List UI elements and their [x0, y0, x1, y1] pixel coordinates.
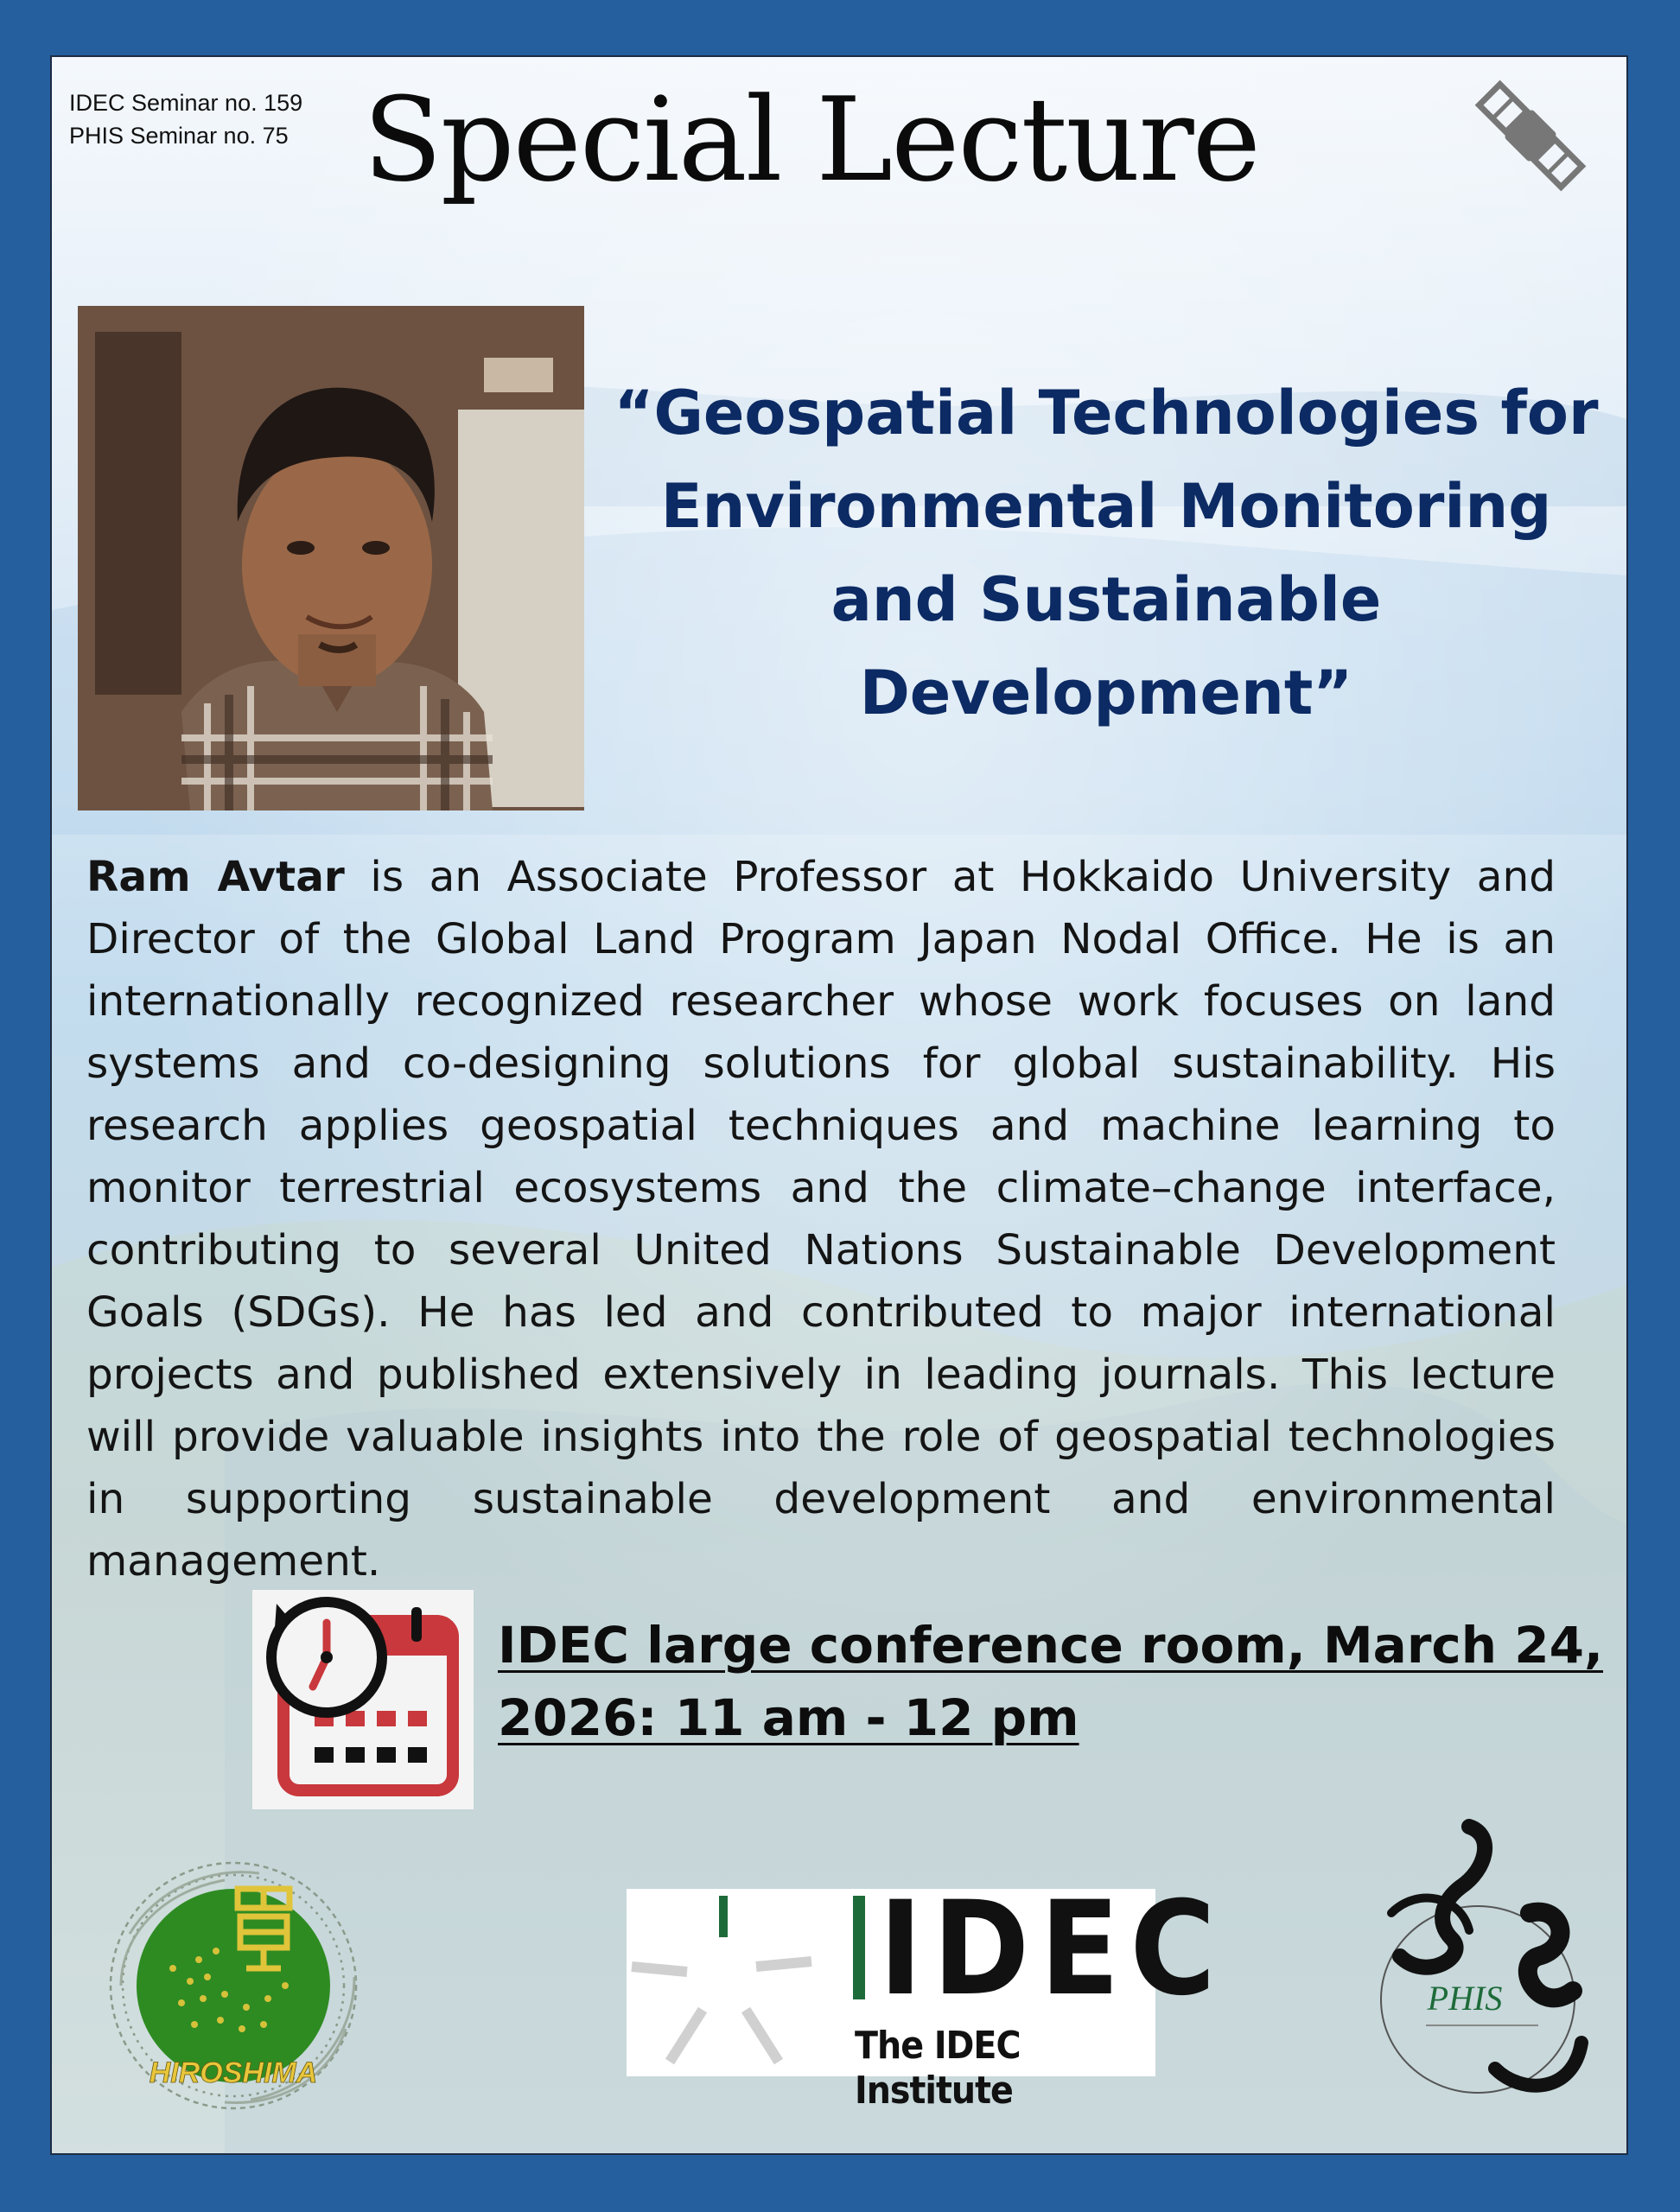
satellite-icon: [1466, 71, 1595, 200]
idec-institute-logo: [627, 1874, 1226, 2113]
calendar-clock-icon: [252, 1590, 474, 1809]
speaker-photo: [78, 306, 584, 810]
idec-wordmark: IDEC: [879, 1874, 1226, 2024]
speaker-name: Ram Avtar: [86, 853, 345, 901]
hiroshima-university-logo: [95, 1856, 372, 2115]
idec-green-bar: [853, 1896, 865, 1999]
poster-frame: [50, 55, 1628, 2155]
idec-seminar-number: IDEC Seminar no. 159: [69, 90, 303, 116]
phis-seminar-number: PHIS Seminar no. 75: [69, 123, 289, 149]
hiroshima-logo-text: HIROSHIMA: [149, 2056, 318, 2089]
phis-logo-text: PHIS: [1427, 1979, 1503, 2018]
talk-title: “Geospatial Technologies for Environmental Monitoring and Sustainable Development”: [614, 378, 1599, 728]
phis-logo: [1365, 1809, 1616, 2120]
page-title: Special Lecture: [363, 73, 1259, 207]
event-venue-time: IDEC large conference room, March 24, 2026: 11 am - 12 pm: [498, 1616, 1604, 1747]
speaker-bio-text: is an Associate Professor at Hokkaido University and Director of the Global Land Program Japan Nodal Office. He is an internationally recognized researcher whose work focuses on land systems and co-designing solutions for global sustainability. His research applies geospatial techniques and machine learning to monitor terrestrial ecosystems and the climate–change interface, contributing to several United Nations Sustainable Development Goals (SDGs). He has led and contributed to major international projects and published extensively in leading journals. This lecture will provide valuable insights into the role of geospatial technologies in supporting sustainable development and environmental management.: [86, 853, 1556, 1586]
seminar-numbers: [69, 86, 302, 152]
idec-institute-name: The IDEC Institute: [855, 2024, 1021, 2113]
speaker-bio: [86, 846, 1556, 1592]
